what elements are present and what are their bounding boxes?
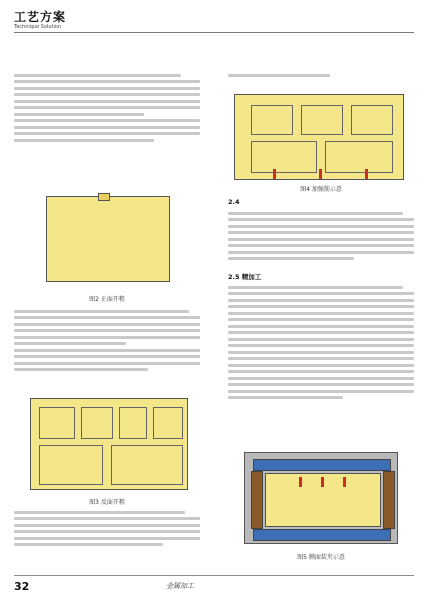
figure3-caption: 图3 反面开粗 — [89, 499, 125, 506]
figure5-caption: 图5 侧面装夹示意 — [297, 554, 345, 561]
right-text-block-2 — [228, 208, 414, 264]
header-rule — [14, 32, 414, 33]
section-2-5-heading: 2.5 精加工 — [228, 273, 262, 281]
right-text-block-3 — [228, 282, 414, 403]
left-text-block-2 — [14, 306, 200, 375]
figure2-caption: 图2 正面开粗 — [89, 296, 125, 303]
section-title: 工艺方案 — [14, 10, 67, 24]
right-text-block-1 — [228, 70, 414, 80]
page-number: 32 — [14, 580, 30, 593]
left-text-block-3 — [14, 507, 200, 550]
section-2-4-heading: 2.4 — [228, 198, 240, 206]
figure-reinforcement-rib — [234, 94, 404, 180]
section-subtitle: Technique Solution — [14, 24, 62, 30]
figure-front-roughing — [46, 196, 170, 282]
left-text-block-1 — [14, 70, 200, 145]
journal-brand: 金属加工 — [166, 582, 194, 590]
figure-back-roughing — [30, 398, 188, 490]
figure-side-clamping — [244, 452, 398, 544]
footer-rule — [14, 575, 414, 576]
figure4-caption: 图4 加强筋示意 — [300, 186, 342, 193]
